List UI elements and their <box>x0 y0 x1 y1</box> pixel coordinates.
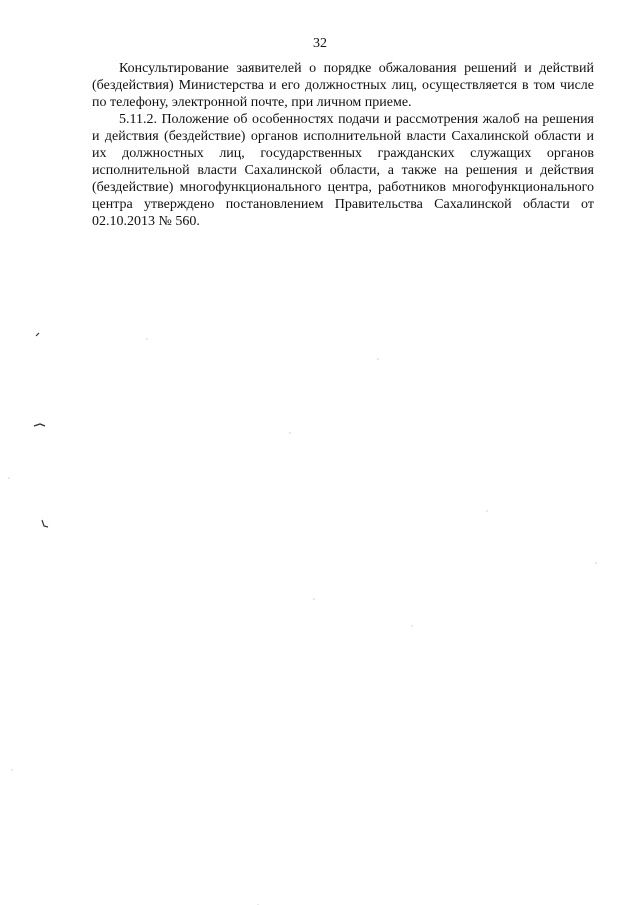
scan-speck <box>36 333 39 336</box>
page-number: 32 <box>313 36 327 51</box>
paragraph-consultation: Консультирование заявителей о порядке обжалования решений и действий (бездействия) Министерства и его должностных лиц, осуществляется в том числе по телефону, электронной почте, при личном приеме. <box>92 61 594 110</box>
scan-speck <box>12 770 13 771</box>
scan-speck <box>290 433 291 434</box>
scan-speck <box>412 626 413 627</box>
scan-speck <box>34 424 45 426</box>
scan-speck <box>487 511 488 512</box>
scan-speck <box>9 478 10 479</box>
paragraph-5-11-2: 5.11.2. Положение об особенностях подачи и рассмотрения жалоб на решения и действия (бездействие) органов исполнительной власти Сахалинской области и их должностных лиц, государственных гражданских служащих органов исполнительной власти Сахалинской области, а также на решения и действия (бездействие) многофункционального центра, работников многофункционального центра утверждено постановлением Правительства Сахалинской области от 02.10.2013 № 560. <box>92 112 594 229</box>
scan-speck <box>596 563 597 564</box>
scan-speck <box>378 359 379 360</box>
scan-speck <box>42 520 48 527</box>
scan-speck <box>314 599 315 600</box>
scan-speck <box>147 339 148 340</box>
